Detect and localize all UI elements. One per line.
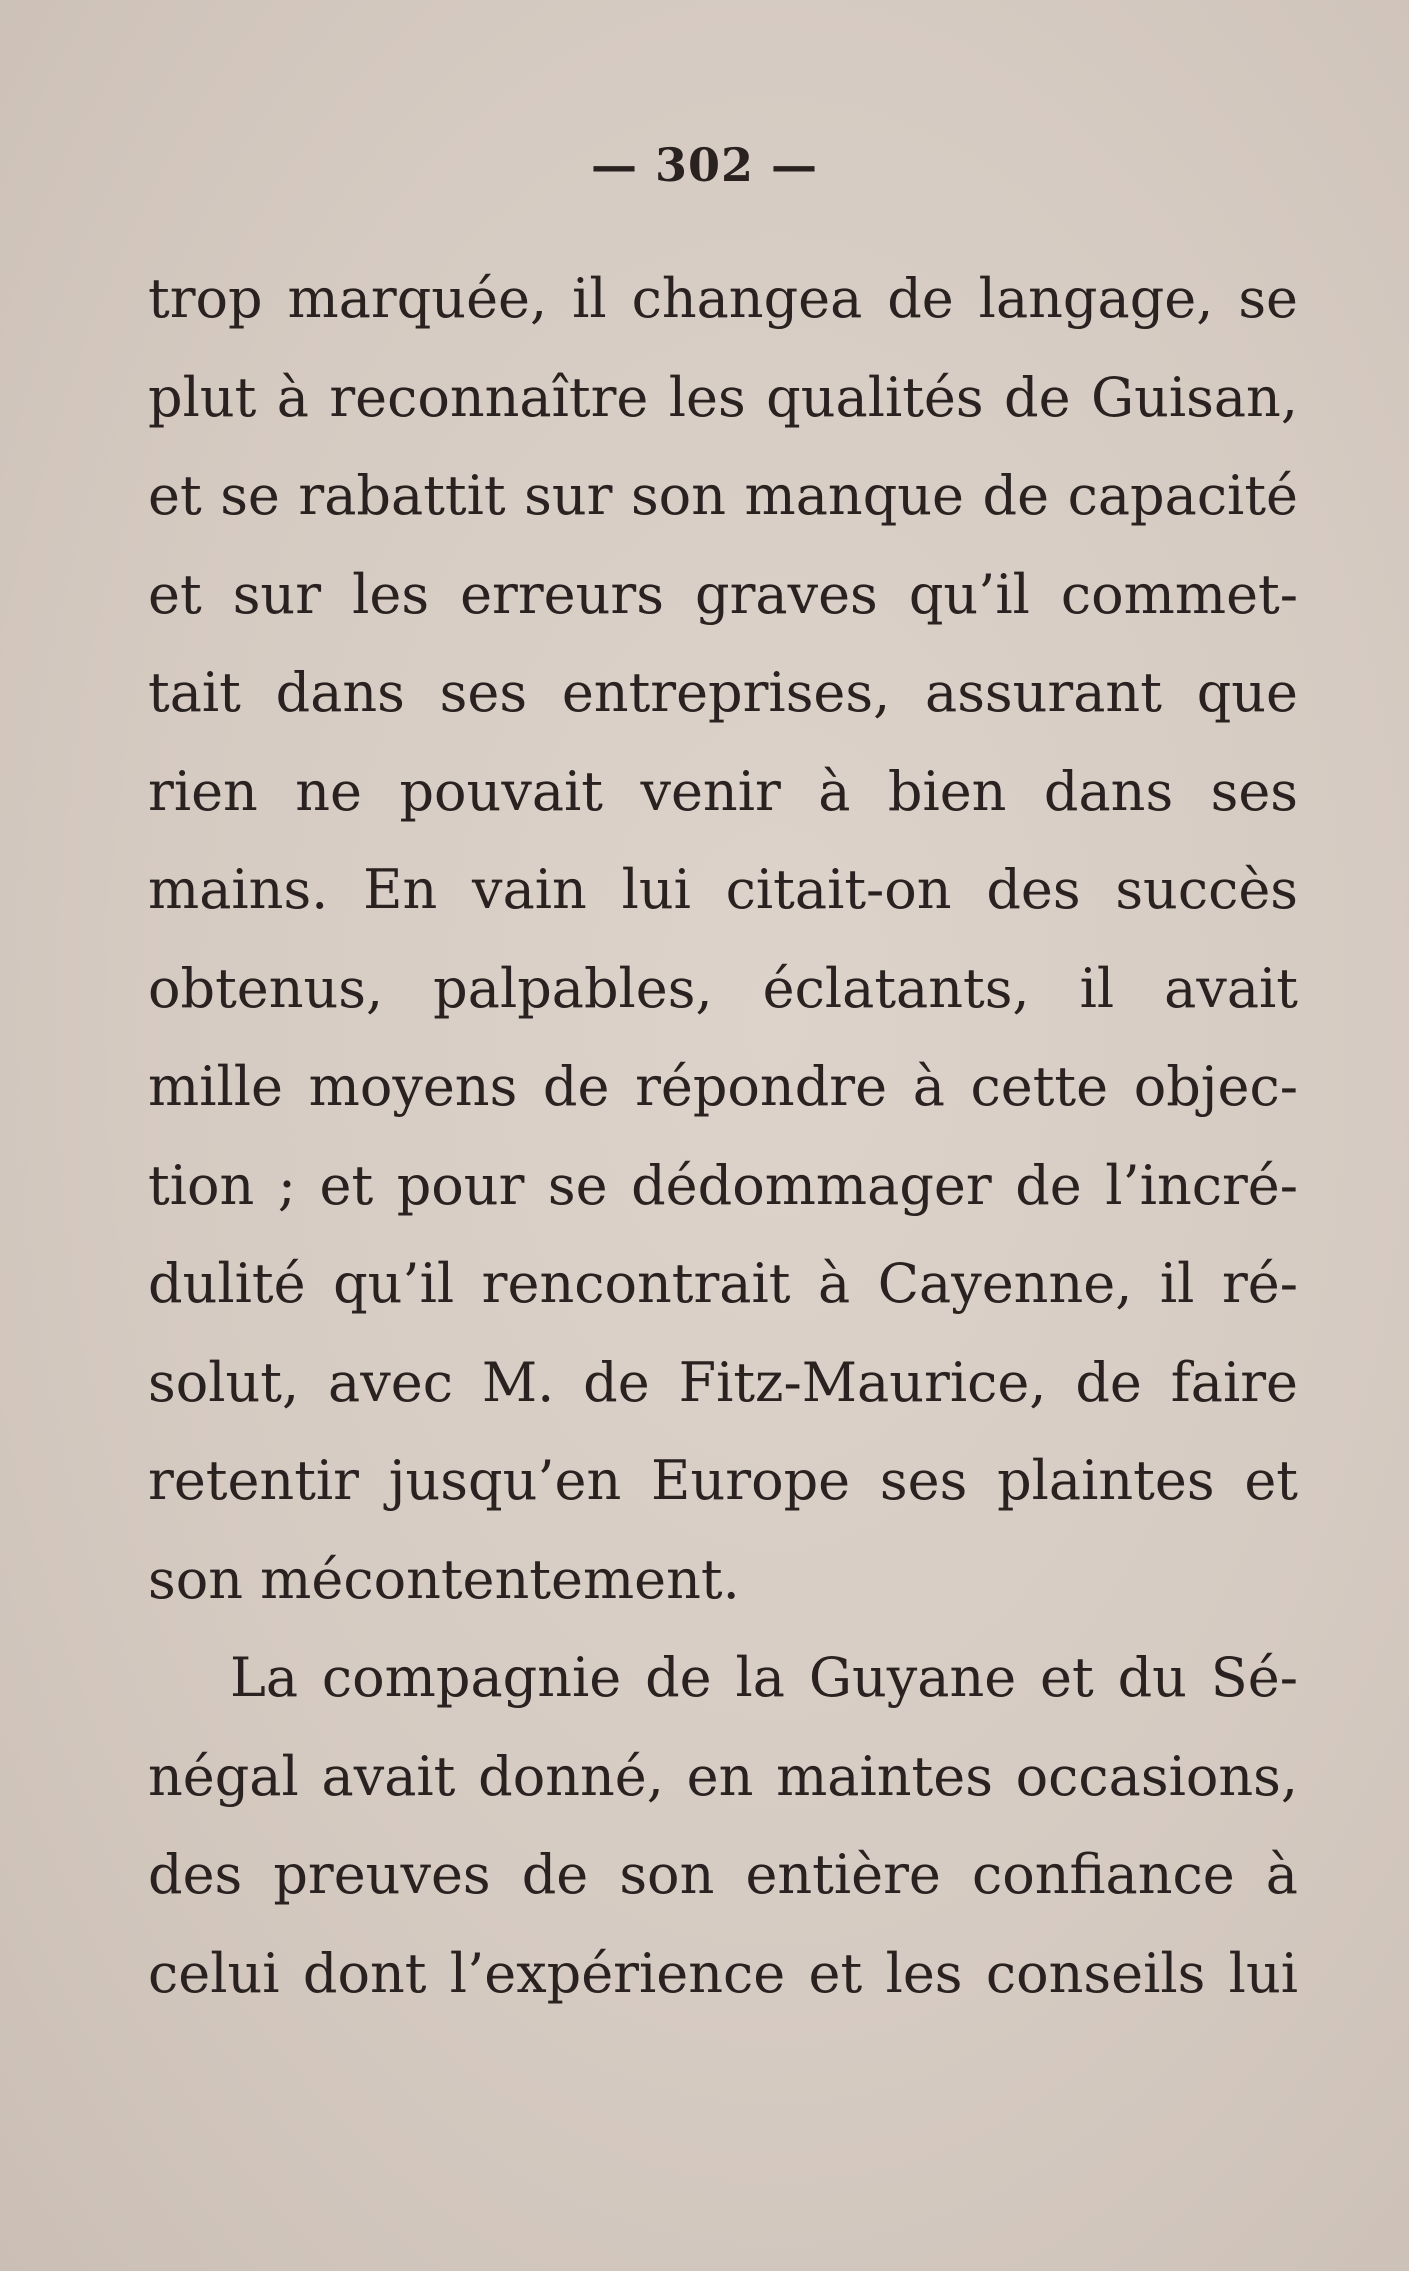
text-line: dulité qu’il rencontrait à Cayenne, il ré-: [148, 1252, 1298, 1315]
text-line: et sur les erreurs graves qu’il commet-: [148, 562, 1298, 626]
text-line: mains. En vain lui citait-on des succès: [148, 858, 1298, 921]
text-line: son mécontentement.: [148, 1547, 740, 1611]
text-line: tait dans ses entreprises, assurant que: [148, 661, 1298, 724]
text-line: négal avait donné, en maintes occasions,: [148, 1744, 1298, 1808]
text-line: des preuves de son entière confiance à: [148, 1843, 1298, 1906]
text-line: solut, avec M. de Fitz-Maurice, de faire: [148, 1350, 1298, 1414]
text-line: plut à reconnaître les qualités de Guisan,: [148, 365, 1298, 429]
text-line: rien ne pouvait venir à bien dans ses: [148, 759, 1298, 823]
page-number: — 302 —: [590, 138, 819, 192]
body-text: [148, 250, 1298, 2023]
text-line: obtenus, palpables, éclatants, il avait: [148, 956, 1298, 1020]
text-line: tion ; et pour se dédommager de l’incré-: [148, 1153, 1298, 1217]
paragraph-start-line: La compagnie de la Guyane et du Sé-: [230, 1646, 1298, 1709]
text-line: et se rabattit sur son manque de capacité: [148, 464, 1298, 527]
text-line: mille moyens de répondre à cette objec-: [148, 1055, 1298, 1118]
text-line: celui dont l’expérience et les conseils lui: [148, 1941, 1298, 2005]
text-line: trop marquée, il changea de langage, se: [148, 267, 1298, 330]
text-line: retentir jusqu’en Europe ses plaintes et: [148, 1449, 1298, 1512]
